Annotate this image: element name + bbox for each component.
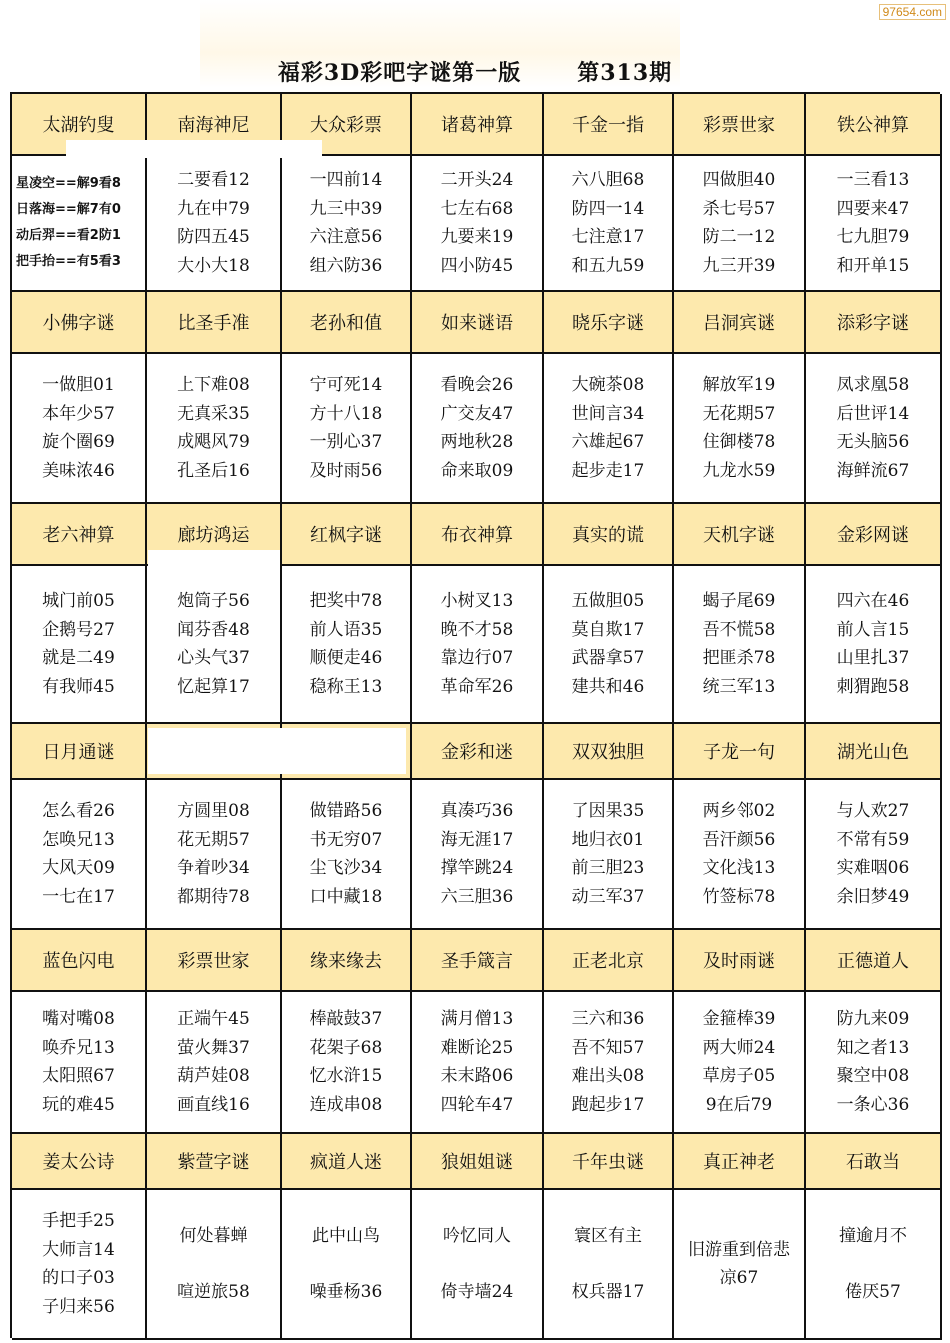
riddle-line: 四轮车47 [440,1094,514,1115]
riddle-line: 靠边行07 [440,648,514,668]
riddle-line: 九要来19 [440,227,514,247]
riddle-cell [147,156,282,292]
riddle-line: 两乡邻02 [702,801,776,821]
riddle-line: 葫芦娃08 [177,1066,250,1086]
riddle-cell [147,354,282,504]
riddle-line: 四做胆40 [702,170,776,190]
column-header: 正德道人 [806,930,942,992]
riddle-line: 草房子05 [702,1066,776,1086]
column-header: 子龙一句 [674,724,806,780]
riddle-line: 前人言15 [836,619,910,640]
riddle-line: 无真采35 [177,403,250,424]
riddle-line: 世间言34 [571,403,645,424]
riddle-line: 四要来47 [836,198,910,219]
riddle-line: 未末路06 [440,1066,514,1086]
riddle-line: 花无期57 [177,829,250,850]
riddle-line: 防四五45 [177,227,250,247]
riddle-line: 六雄起67 [571,432,645,452]
riddle-line: 统三军13 [702,676,776,697]
riddle-line: 三六和36 [571,1009,645,1029]
riddle-line: 把匪杀78 [702,648,776,668]
riddle-line: 画直线16 [177,1094,250,1115]
riddle-line: 做错路56 [309,801,383,821]
riddle-line: 组六防36 [309,255,383,276]
riddle-line: 满月僧13 [440,1009,514,1029]
riddle-cell [282,1190,412,1340]
column-header: 铁公神算 [806,94,942,156]
riddle-line: 有我师45 [42,676,115,697]
riddle-line: 撑竿跳24 [440,858,514,878]
riddle-line: 及时雨56 [309,460,383,481]
riddle-line: 心头气37 [177,648,250,668]
riddle-line: 防九来09 [836,1009,910,1029]
riddle-cell [806,1190,942,1340]
riddle-line: 忆水浒15 [309,1066,383,1086]
riddle-line: 撞逾月不 [839,1225,907,1246]
riddle-cell [412,1190,544,1340]
riddle-line: 一七在17 [42,886,115,907]
riddle-cell [147,1190,282,1340]
riddle-cell [412,780,544,930]
riddle-cell [806,566,942,724]
riddle-line: 旋个圈69 [42,432,115,452]
riddle-cell [12,780,147,930]
riddle-line: 九在中79 [177,198,250,219]
riddle-line: 难出头08 [571,1066,645,1086]
cover-patch-3 [148,728,406,774]
riddle-cell [412,566,544,724]
riddle-line: 前三胆23 [571,858,645,878]
riddle-line: 唤乔兄13 [42,1037,115,1058]
column-header: 及时雨谜 [674,930,806,992]
riddle-line: 七注意17 [571,227,645,247]
riddle-line: 金箍棒39 [702,1009,776,1029]
riddle-line: 广交友47 [440,403,514,424]
riddle-line: 无花期57 [702,403,776,424]
riddle-cell [544,1190,674,1340]
riddle-line: 七左右68 [440,198,514,219]
site-watermark: 97654.com [879,4,946,20]
riddle-line: 吾汗颜56 [702,829,776,850]
riddle-line: 美味浓46 [42,460,115,481]
riddle-line: 文化浅13 [702,858,776,878]
issue-number: 第313期 [577,59,673,86]
riddle-line: 玩的难45 [42,1094,115,1115]
riddle-line: 不常有59 [836,829,910,850]
column-header: 诸葛神算 [412,94,544,156]
riddle-line: 忆起算17 [177,676,250,697]
riddle-line: 本年少57 [42,403,115,424]
riddle-line: 看晚会26 [440,375,514,395]
riddle-line: 真凑巧36 [440,801,514,821]
riddle-line: 大风天09 [42,858,115,878]
riddle-line: 莫自欺17 [571,619,645,640]
riddle-line: 六注意56 [309,227,383,247]
riddle-line: 吾不知57 [571,1037,645,1058]
riddle-line: 吾不慌58 [702,619,776,640]
riddle-line: 怎唤兄13 [42,829,115,850]
riddle-line: 吟忆同人 [443,1225,511,1246]
riddle-line: 革命军26 [440,676,514,697]
riddle-cell [806,992,942,1134]
riddle-line: 海无涯17 [440,829,514,850]
column-header: 紫萱字谜 [147,1134,282,1190]
riddle-cell [282,156,412,292]
riddle-line: 刺猬跑58 [836,676,910,697]
column-header: 千年虫谜 [544,1134,674,1190]
column-header: 石敢当 [806,1134,942,1190]
riddle-line: 一条心36 [836,1094,910,1115]
column-header: 老孙和值 [282,292,412,354]
column-header: 老六神算 [12,504,147,566]
riddle-line: 一三看13 [836,170,910,190]
column-header: 添彩字谜 [806,292,942,354]
riddle-line: 正端午45 [177,1009,250,1029]
riddle-cell [674,1190,806,1340]
riddle-line: 怎么看26 [42,801,115,821]
title-text: 福彩3D彩吧字谜第一版 [277,59,522,86]
riddle-line: 倦厌57 [845,1281,901,1302]
riddle-line: 嘴对嘴08 [42,1009,115,1029]
riddle-cell [544,566,674,724]
riddle-line: 难断论25 [440,1037,514,1058]
riddle-line: 实难咽06 [836,858,910,878]
riddle-cell [412,156,544,292]
riddle-line: 方十八18 [309,403,383,424]
column-header: 大众彩票 [282,94,412,156]
riddle-line: 前人语35 [309,619,383,640]
column-header: 双双独胆 [544,724,674,780]
riddle-cell [674,780,806,930]
column-header: 布衣神算 [412,504,544,566]
riddle-cell [282,354,412,504]
riddle-table [10,92,940,1338]
riddle-line: 企鹅号27 [42,619,115,640]
column-header: 吕洞宾谜 [674,292,806,354]
riddle-line: 武器拿57 [571,648,645,668]
riddle-line: 何处暮蝉 [179,1225,248,1246]
riddle-line: 口中藏18 [309,886,383,907]
column-header: 狼姐姐谜 [412,1134,544,1190]
riddle-line: 命来取09 [440,460,514,481]
riddle-line: 的口子03 [42,1268,115,1288]
column-header: 晓乐字谜 [544,292,674,354]
riddle-line: 萤火舞37 [177,1037,250,1058]
riddle-cell [12,156,147,292]
riddle-line: 聚空中08 [836,1066,910,1086]
riddle-line: 和五九59 [571,255,645,276]
riddle-line: 顺便走46 [309,648,383,668]
column-header: 太湖钓叟 [12,94,147,156]
riddle-line: 闻芬香48 [177,619,250,640]
column-header: 千金一指 [544,94,674,156]
riddle-cell [806,156,942,292]
riddle-line: 寰区有主 [574,1225,642,1246]
riddle-line: 尘飞沙34 [309,858,383,878]
riddle-line: 无头脑56 [836,432,910,452]
riddle-line: 凤求凰58 [836,375,910,395]
riddle-cell [12,992,147,1134]
riddle-line: 四小防45 [440,255,514,276]
riddle-line: 星凌空==解9看8 [16,176,121,191]
column-header: 天机字谜 [674,504,806,566]
riddle-line: 动后羿==看2防1 [16,228,121,243]
riddle-cell [544,354,674,504]
riddle-line: 宁可死14 [309,375,383,395]
riddle-line: 九三中39 [309,198,383,219]
riddle-cell [674,156,806,292]
riddle-line: 两大师24 [702,1037,776,1058]
riddle-cell [544,156,674,292]
riddle-line: 与人欢27 [836,801,910,821]
riddle-cell [12,354,147,504]
riddle-line: 六八胆68 [571,170,645,190]
riddle-line: 九龙水59 [702,460,776,481]
riddle-line: 起步走17 [571,460,645,481]
riddle-line: 大师言14 [42,1239,115,1260]
cover-patch-1 [66,140,322,158]
riddle-cell [12,1190,147,1340]
riddle-cell [806,354,942,504]
riddle-line: 上下难08 [177,375,250,395]
riddle-line: 就是二49 [42,648,115,668]
column-header: 如来谜语 [412,292,544,354]
riddle-line: 知之者13 [836,1037,910,1058]
riddle-line: 一做胆01 [42,375,115,395]
riddle-line: 海鲜流67 [836,460,910,481]
riddle-line: 住御楼78 [702,432,776,452]
riddle-line: 成飓风79 [177,432,250,452]
riddle-cell [282,566,412,724]
riddle-line: 六三胆36 [440,886,514,907]
riddle-line: 日落海==解7有0 [16,202,121,217]
column-header: 南海神尼 [147,94,282,156]
riddle-line: 把手抬==有5看3 [16,254,121,269]
riddle-line: 手把手25 [42,1211,115,1231]
riddle-line: 连成串08 [309,1094,383,1115]
riddle-cell [282,780,412,930]
riddle-line: 9在后79 [705,1094,773,1115]
riddle-line: 书无穷07 [309,829,383,850]
riddle-line: 喧逆旅58 [177,1281,250,1302]
riddle-line: 权兵器17 [571,1281,645,1302]
riddle-line: 建共和46 [571,676,645,697]
column-header: 金彩网谜 [806,504,942,566]
riddle-line: 山里扎37 [836,648,910,668]
riddle-cell [412,354,544,504]
riddle-line: 余旧梦49 [836,886,910,907]
riddle-line: 小树叉13 [440,591,514,611]
riddle-line: 争着吵34 [177,858,250,878]
column-header: 比圣手准 [147,292,282,354]
column-header: 彩票世家 [147,930,282,992]
riddle-line: 七九胆79 [836,227,910,247]
riddle-line: 棒敲鼓37 [309,1009,383,1029]
column-header: 小佛字谜 [12,292,147,354]
column-header: 真正神老 [674,1134,806,1190]
riddle-line: 动三军37 [571,886,645,907]
column-header: 廊坊鸿运 [147,504,282,566]
riddle-line: 大碗茶08 [571,375,645,395]
column-header: 正老北京 [544,930,674,992]
riddle-line: 两地秋28 [440,432,514,452]
riddle-line: 防二一12 [702,227,776,247]
column-header: 日月通谜 [12,724,147,780]
riddle-cell [674,354,806,504]
riddle-cell [674,992,806,1134]
riddle-line: 子归来56 [42,1296,115,1317]
riddle-cell [412,992,544,1134]
riddle-line: 四六在46 [836,591,910,611]
riddle-line: 一别心37 [309,432,383,452]
riddle-line: 孔圣后16 [177,460,250,481]
riddle-cell [147,566,282,724]
riddle-line: 了因果35 [571,801,645,821]
riddle-line: 都期待78 [177,886,250,907]
riddle-cell [806,780,942,930]
riddle-line: 晚不才58 [440,619,514,640]
column-header: 彩票世家 [674,94,806,156]
cover-patch-2 [148,550,280,580]
riddle-line: 噪垂杨36 [309,1281,383,1302]
riddle-line: 九三开39 [702,255,776,276]
riddle-cell [12,566,147,724]
riddle-line: 稳称王13 [309,676,383,697]
riddle-line: 城门前05 [42,591,115,611]
riddle-line: 炮筒子56 [177,591,250,611]
column-header: 湖光山色 [806,724,942,780]
riddle-line: 把奖中78 [309,591,383,611]
riddle-cell [674,566,806,724]
riddle-line: 和开单15 [836,255,910,276]
riddle-cell [544,992,674,1134]
riddle-line: 旧游重到倍悲凉67 [688,1240,790,1288]
riddle-line: 防四一14 [571,198,645,219]
riddle-line: 后世评14 [836,403,910,424]
riddle-line: 二开头24 [440,170,514,190]
column-header: 姜太公诗 [12,1134,147,1190]
riddle-line: 地归衣01 [571,829,645,850]
riddle-cell [147,992,282,1134]
column-header: 圣手箴言 [412,930,544,992]
riddle-line: 杀七号57 [702,198,776,219]
riddle-line: 大小大18 [177,255,250,276]
riddle-line: 蝎子尾69 [702,591,776,611]
column-header: 红枫字谜 [282,504,412,566]
riddle-line: 花架子68 [309,1037,383,1058]
page-title [0,54,950,88]
riddle-cell [282,992,412,1134]
riddle-line: 竹签标78 [702,886,776,907]
riddle-line: 一四前14 [309,170,383,190]
riddle-line: 二要看12 [177,170,250,190]
riddle-line: 五做胆05 [571,591,645,611]
riddle-line: 方圆里08 [177,801,250,821]
riddle-cell [147,780,282,930]
column-header: 蓝色闪电 [12,930,147,992]
riddle-line: 解放军19 [702,375,776,395]
riddle-line: 此中山鸟 [312,1225,380,1246]
column-header: 金彩和迷 [412,724,544,780]
riddle-cell [544,780,674,930]
column-header: 真实的谎 [544,504,674,566]
column-header: 疯道人迷 [282,1134,412,1190]
column-header: 缘来缘去 [282,930,412,992]
riddle-line: 倚寺墙24 [440,1281,514,1302]
riddle-line: 跑起步17 [571,1094,645,1115]
riddle-line: 太阳照67 [42,1066,115,1086]
